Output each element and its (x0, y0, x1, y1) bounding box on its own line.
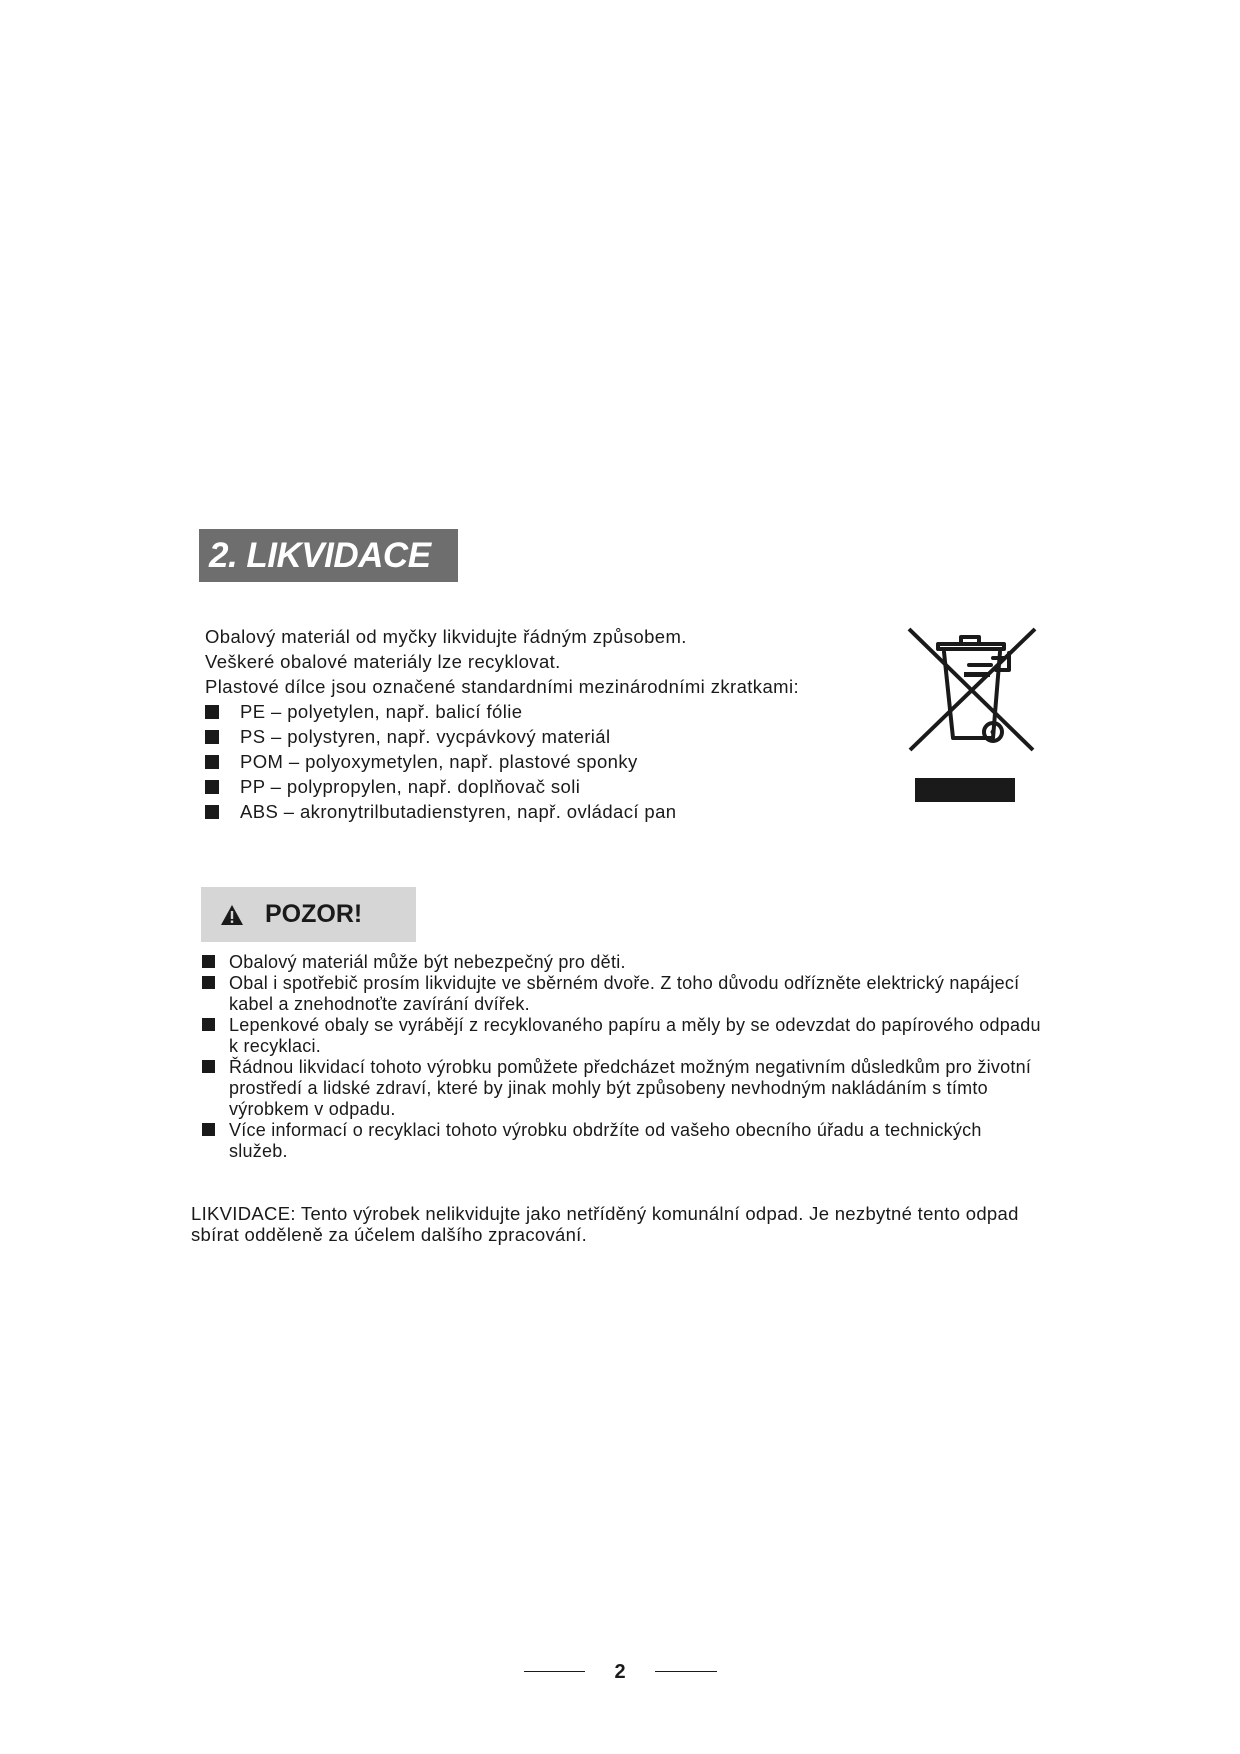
plastic-list-item (205, 699, 855, 724)
disposal-note: LIKVIDACE: Tento výrobek nelikvidujte jako netříděný komunální odpad. Je nezbytné tento odpad sbírat odděleně za účelem dalšího zpracování. (191, 1203, 1019, 1245)
warning-title: POZOR! (265, 900, 363, 928)
plastic-list-item-text: PE – polyetylen, např. balicí fólie (240, 701, 523, 722)
bullet-square-icon (202, 1123, 215, 1136)
section-title: 2. LIKVIDACE (199, 529, 458, 582)
bullet-square-icon (202, 976, 215, 989)
bullet-square-icon (202, 1060, 215, 1073)
intro-line: Obalový materiál od myčky likvidujte řádným způsobem. (205, 626, 687, 647)
warning-list-item (202, 973, 1132, 1015)
warning-header (201, 887, 416, 942)
bullet-square-icon (205, 730, 219, 744)
plastic-list-item (205, 724, 855, 749)
footer-rule-left (524, 1671, 585, 1672)
bullet-square-icon (202, 955, 215, 968)
bullet-square-icon (205, 705, 219, 719)
warning-triangle-icon (220, 904, 244, 926)
crossed-out-wheelie-bin-icon (905, 626, 1041, 812)
warning-list-item (202, 1120, 1132, 1162)
page-number: 2 (614, 1661, 626, 1683)
warning-list-item (202, 952, 1132, 973)
bullet-square-icon (205, 755, 219, 769)
plastic-list-item (205, 799, 855, 824)
warning-list-item-text: Řádnou likvidací tohoto výrobku pomůžete předcházet možným negativním důsledkům pro životní prostředí a lidské zdraví, které by jinak mohly být způsobeny nevhodným nakládáním s tímto výrobkem v odpadu. (229, 1057, 1032, 1119)
plastic-list-item-text: PS – polystyren, např. vycpávkový materiál (240, 726, 611, 747)
intro-line: Plastové dílce jsou označené standardními mezinárodními zkratkami: (205, 676, 800, 697)
page-footer (0, 1657, 1240, 1687)
plastic-list-item-text: POM – polyoxymetylen, např. plastové sponky (240, 751, 638, 772)
warning-list-item (202, 1015, 1132, 1057)
plastic-list-item (205, 749, 855, 774)
plastic-list-item-text: ABS – akronytrilbutadienstyren, např. ovládací pan (240, 801, 677, 822)
plastic-list-item (205, 774, 855, 799)
warning-list-item-text: Více informací o recyklaci tohoto výrobku obdržíte od vašeho obecního úřadu a technických služeb. (229, 1120, 982, 1161)
intro-block (205, 624, 855, 824)
warning-list-item-text: Obalový materiál může být nebezpečný pro děti. (229, 952, 626, 972)
warning-list-item-text: Obal i spotřebič prosím likvidujte ve sběrném dvoře. Z toho důvodu odřízněte elektrický napájecí kabel a znehodnoťte zavírání dvířek. (229, 973, 1020, 1014)
warning-list-item (202, 1057, 1132, 1120)
intro-line: Veškeré obalové materiály lze recyklovat. (205, 651, 561, 672)
bullet-square-icon (205, 805, 219, 819)
plastic-list-item-text: PP – polypropylen, např. doplňovač soli (240, 776, 581, 797)
bullet-square-icon (205, 780, 219, 794)
warning-list-item-text: Lepenkové obaly se vyrábějí z recyklovaného papíru a měly by se odevzdat do papírového odpadu k recyklaci. (229, 1015, 1041, 1056)
footer-rule-right (655, 1671, 717, 1672)
warning-list (202, 952, 1132, 1162)
bullet-square-icon (202, 1018, 215, 1031)
